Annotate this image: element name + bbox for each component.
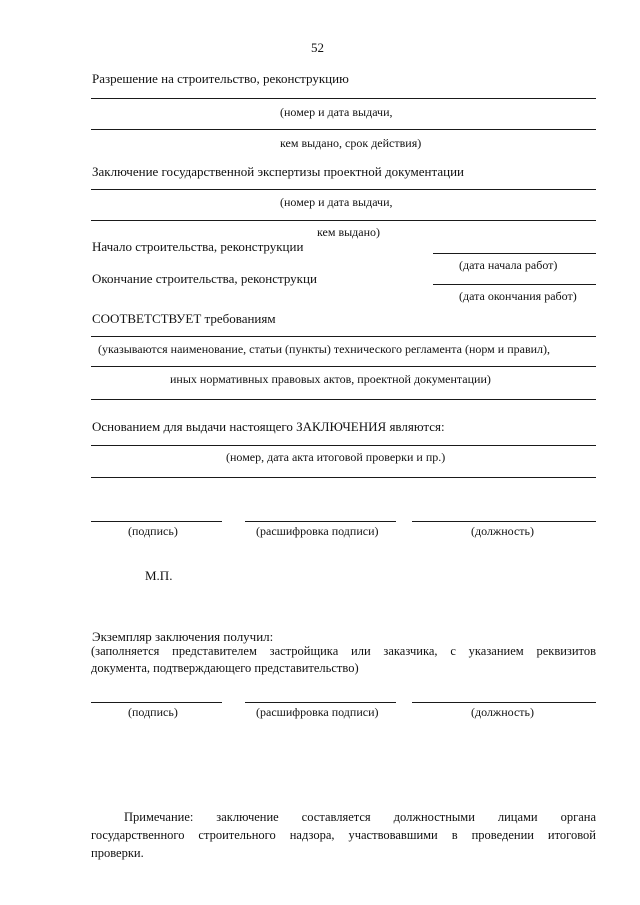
end-label: Окончание строительства, реконструкци — [92, 271, 317, 286]
end-caption: (дата окончания работ) — [459, 289, 577, 303]
note-line-3: проверки. — [91, 846, 144, 860]
complies-label: СООТВЕТСТВУЕТ требованиям — [92, 311, 276, 326]
start-date-line — [433, 253, 596, 254]
signature-line-2 — [91, 702, 222, 703]
basis-label: Основанием для выдачи настоящего ЗАКЛЮЧЕНИЯ являются: — [92, 419, 445, 434]
recipient-instruction-1: (заполняется представителем застройщика или заказчика, с указанием реквизитов — [91, 644, 596, 658]
signature-line-1 — [91, 521, 222, 522]
transcript-caption-1: (расшифровка подписи) — [256, 524, 379, 538]
expertise-line-2 — [91, 220, 596, 221]
complies-line-2 — [91, 366, 596, 367]
permit-line-2 — [91, 129, 596, 130]
recipient-label: Экземпляр заключения получил: — [92, 629, 274, 644]
complies-line-1 — [91, 336, 596, 337]
expertise-caption-2: кем выдано) — [317, 225, 381, 239]
note — [91, 808, 596, 862]
recipient-instruction-2: документа, подтверждающего представительство) — [91, 661, 359, 675]
page-number: 52 — [311, 40, 324, 55]
position-line-2 — [412, 702, 596, 703]
basis-caption: (номер, дата акта итоговой проверки и пр.) — [226, 450, 446, 464]
position-line-1 — [412, 521, 596, 522]
basis-line-2 — [91, 477, 596, 478]
permit-caption-2: кем выдано, срок действия) — [280, 136, 422, 150]
complies-caption-1: (указываются наименование, статьи (пункты) технического регламента (норм и правил), — [98, 342, 551, 356]
permit-caption-1: (номер и дата выдачи, — [280, 105, 393, 119]
transcript-caption-2: (расшифровка подписи) — [256, 705, 379, 719]
transcript-line-1 — [245, 521, 396, 522]
position-caption-1: (должность) — [471, 524, 534, 538]
note-line-1: Примечание: заключение составляется должностными лицами органа — [124, 810, 596, 824]
position-caption-2: (должность) — [471, 705, 534, 719]
permit-line-1 — [91, 98, 596, 99]
basis-line-1 — [91, 445, 596, 446]
signature-caption-1: (подпись) — [128, 524, 178, 538]
complies-line-3 — [91, 399, 596, 400]
expertise-caption-1: (номер и дата выдачи, — [280, 195, 393, 209]
end-date-line — [433, 284, 596, 285]
expertise-line-1 — [91, 189, 596, 190]
complies-caption-2: иных нормативных правовых актов, проектной документации) — [170, 372, 491, 386]
transcript-line-2 — [245, 702, 396, 703]
expertise-label: Заключение государственной экспертизы проектной документации — [92, 164, 464, 179]
start-label: Начало строительства, реконструкции — [92, 239, 304, 254]
start-caption: (дата начала работ) — [459, 258, 558, 272]
note-line-2: государственного строительного надзора, участвовавшими в проведении итоговой — [91, 828, 596, 842]
permit-label: Разрешение на строительство, реконструкцию — [92, 71, 349, 86]
signature-caption-2: (подпись) — [128, 705, 178, 719]
stamp-place: М.П. — [145, 568, 173, 583]
